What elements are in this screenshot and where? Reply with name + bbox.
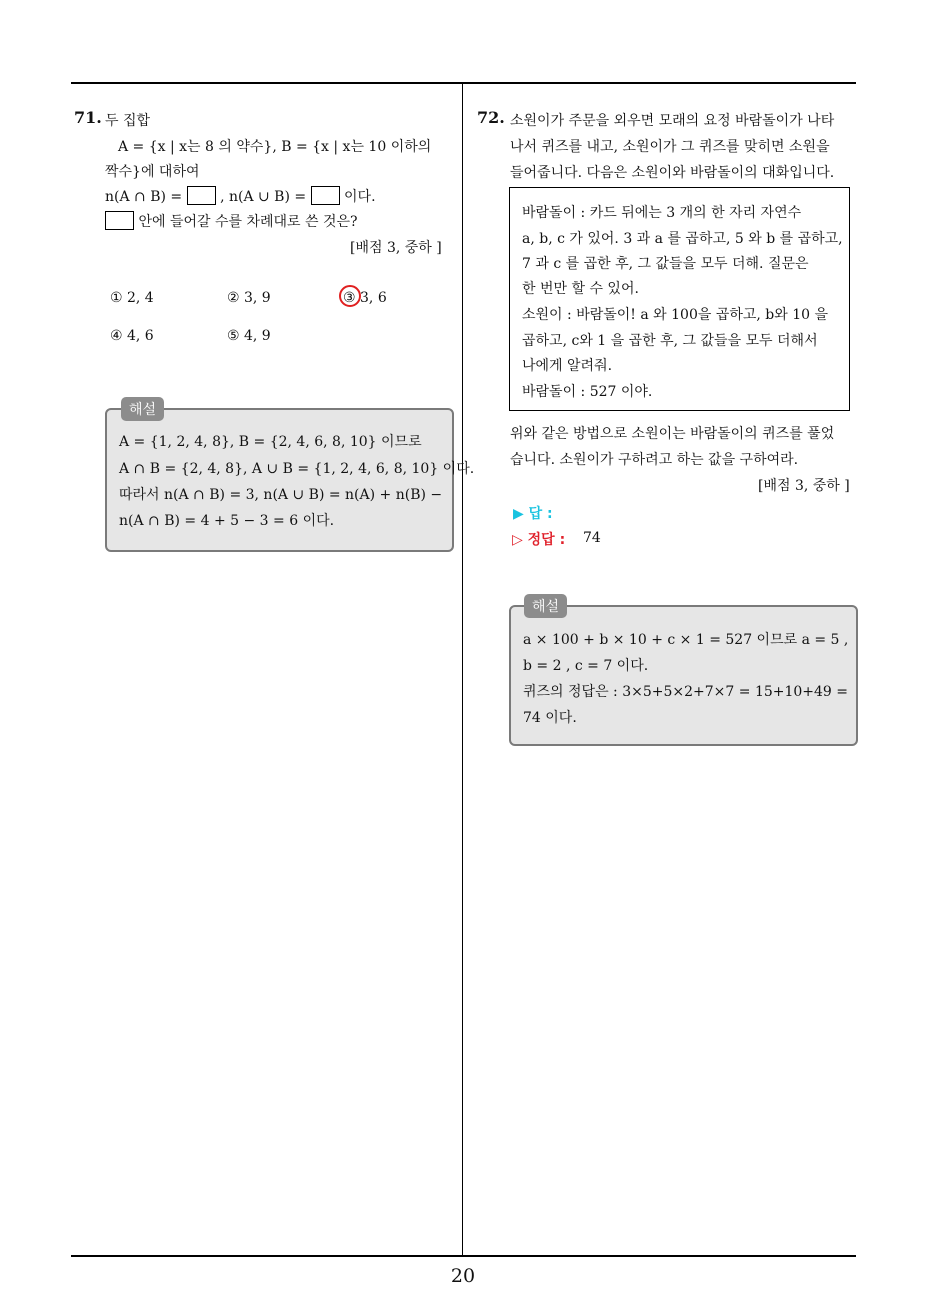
question-text: 짝수}에 대하여 <box>105 164 200 180</box>
question-text: 위와 같은 방법으로 소원이는 바람돌이의 퀴즈를 풀었 <box>510 426 835 442</box>
solution-tag: 해설 <box>121 397 164 421</box>
dialog-line: 바람돌이 : 카드 뒤에는 3 개의 한 자리 자연수 <box>522 205 802 221</box>
dialog-line: 7 과 c 를 곱한 후, 그 값들을 모두 더해. 질문은 <box>522 256 809 272</box>
choice-3[interactable] <box>343 290 387 306</box>
top-rule <box>71 82 856 84</box>
blank-box <box>187 186 216 205</box>
dialog-line: 한 번만 할 수 있어. <box>522 281 639 297</box>
solution-line: n(A ∩ B) = 4 + 5 − 3 = 6 이다. <box>119 513 335 529</box>
solution-tag: 해설 <box>524 594 567 618</box>
choice-2[interactable]: ② 3, 9 <box>227 290 271 306</box>
dialog-line: 나에게 알려줘. <box>522 358 613 374</box>
question-text <box>105 186 376 206</box>
question-number: 71. <box>74 108 102 127</box>
solution-line: 퀴즈의 정답은 : 3×5+5×2+7×7 = 15+10+49 = <box>523 684 849 700</box>
bottom-rule <box>71 1255 856 1257</box>
score-label: [배점 3, 중하 ] <box>758 478 850 494</box>
column-divider <box>462 83 463 1255</box>
question-text: 두 집합 <box>105 113 151 129</box>
dialog-line: a, b, c 가 있어. 3 과 a 를 곱하고, 5 와 b 를 곱하고, <box>522 231 843 247</box>
question-text: 나서 퀴즈를 내고, 소원이가 그 퀴즈를 맞히면 소원을 <box>510 139 830 155</box>
dialog-line: 소원이 : 바람돌이! a 와 100을 곱하고, b와 10 을 <box>522 307 829 323</box>
score-label: [배점 3, 중하 ] <box>350 240 442 256</box>
solution-box <box>509 605 858 746</box>
expression: n(A ∩ B) = <box>105 189 183 205</box>
expression: , n(A ∪ B) = <box>220 189 307 205</box>
correct-answer-label: ▷ 정답 : <box>512 532 566 548</box>
choice-5[interactable]: ⑤ 4, 9 <box>227 328 271 344</box>
question-text: A = {x | x는 8 의 약수}, B = {x | x는 10 이하의 <box>118 139 432 155</box>
blank-box <box>311 186 340 205</box>
solution-line: 74 이다. <box>523 710 577 726</box>
question-text: 습니다. 소원이가 구하려고 하는 값을 구하여라. <box>510 452 799 468</box>
expression: 이다. <box>344 189 376 205</box>
correct-answer-value: 74 <box>583 530 601 546</box>
dialog-box <box>509 187 850 411</box>
solution-line: A ∩ B = {2, 4, 8}, A ∪ B = {1, 2, 4, 6, 8, 10} 이다. <box>119 461 475 477</box>
solution-line: a × 100 + b × 10 + c × 1 = 527 이므로 a = 5 , <box>523 632 849 648</box>
question-prompt: 안에 들어갈 수를 차례대로 쓴 것은? <box>138 214 358 230</box>
choice-value: 3, 6 <box>360 290 387 306</box>
page-number: 20 <box>450 1265 476 1287</box>
solution-line: 따라서 n(A ∩ B) = 3, n(A ∪ B) = n(A) + n(B) − <box>119 487 443 503</box>
answer-label: ▶ 답 : <box>513 506 553 522</box>
choice-1[interactable]: ① 2, 4 <box>110 290 154 306</box>
question-text <box>105 211 358 231</box>
solution-line: A = {1, 2, 4, 8}, B = {2, 4, 6, 8, 10} 이므로 <box>119 434 422 450</box>
dialog-line: 곱하고, c와 1 을 곱한 후, 그 값들을 모두 더해서 <box>522 333 818 349</box>
dialog-line: 바람돌이 : 527 이야. <box>522 384 653 400</box>
question-text: 들어줍니다. 다음은 소원이와 바람돌이의 대화입니다. <box>510 165 835 181</box>
choice-4[interactable]: ④ 4, 6 <box>110 328 154 344</box>
question-number: 72. <box>477 108 505 127</box>
solution-line: b = 2 , c = 7 이다. <box>523 658 649 674</box>
choice-symbol: ③ <box>343 290 356 306</box>
solution-box <box>105 408 475 552</box>
question-text: 소원이가 주문을 외우면 모래의 요정 바람돌이가 나타 <box>510 113 835 129</box>
blank-box <box>105 211 134 230</box>
